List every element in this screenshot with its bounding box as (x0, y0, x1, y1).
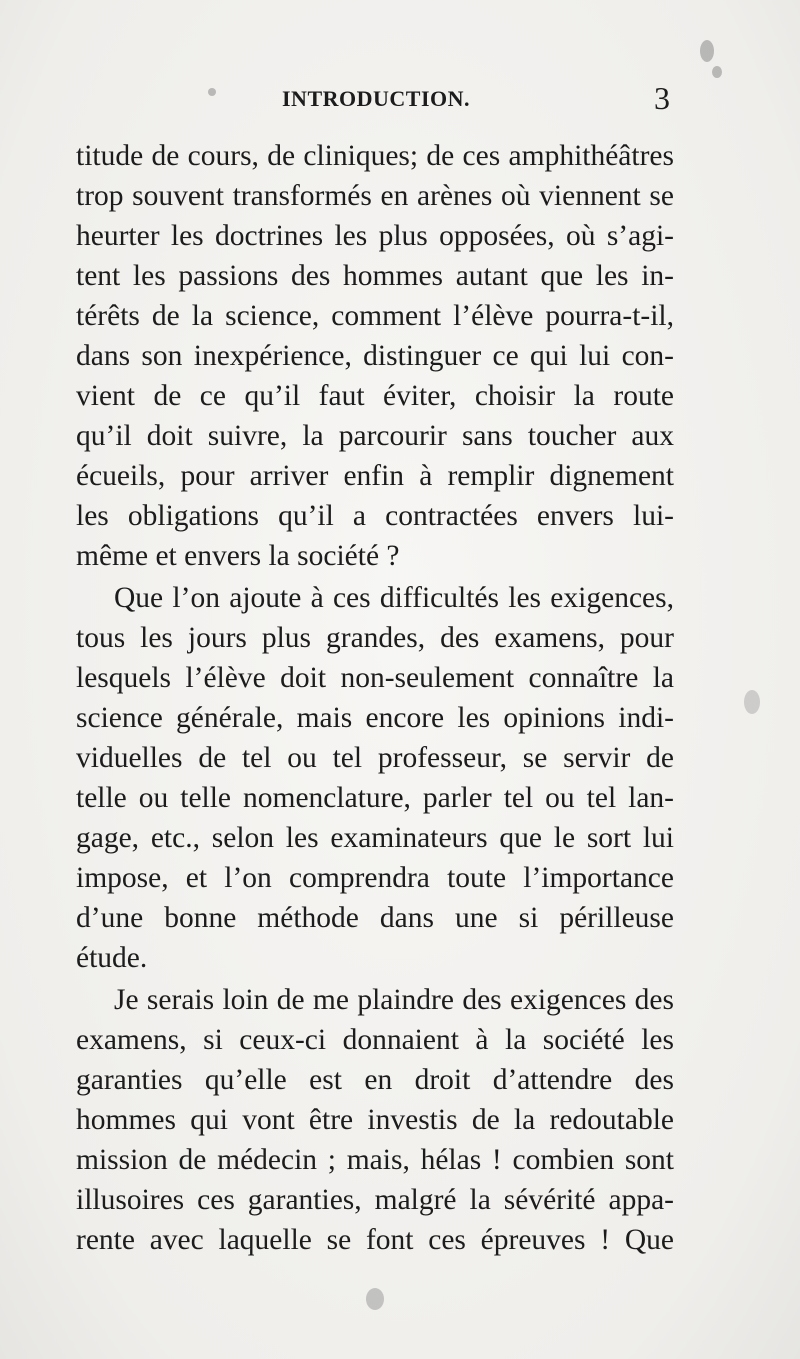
text-line: hommes qui vont être investis de la redoutable (76, 1104, 674, 1136)
ink-speck (744, 690, 760, 714)
text-line: tous les jours plus grandes, des examens, pour (76, 622, 674, 654)
text-line: térêts de la science, comment l’élève pourra-t-il, (76, 300, 674, 332)
text-line: telle ou telle nomenclature, parler tel ou tel lan- (76, 782, 674, 814)
text-line: qu’il doit suivre, la parcourir sans toucher aux (76, 420, 674, 452)
text-line: illusoires ces garanties, malgré la sévérité appa- (76, 1184, 674, 1216)
text-line: impose, et l’on comprendra toute l’importance (76, 862, 674, 894)
text-line: les obligations qu’il a contractées envers lui- (76, 500, 674, 532)
ink-speck (700, 40, 714, 62)
text-line: tent les passions des hommes autant que les in- (76, 260, 674, 292)
text-line: gage, etc., selon les examinateurs que le sort lui (76, 822, 674, 854)
text-line: garanties qu’elle est en droit d’attendre des (76, 1064, 674, 1096)
text-line: titude de cours, de cliniques; de ces amphithéâtres (76, 140, 674, 172)
text-line: examens, si ceux-ci donnaient à la société les (76, 1024, 674, 1056)
text-line: rente avec laquelle se font ces épreuves ! Que (76, 1224, 674, 1256)
text-line: science générale, mais encore les opinions indi- (76, 702, 674, 734)
text-line: Que l’on ajoute à ces difficultés les exigences, (114, 582, 674, 614)
text-line: étude. (76, 942, 148, 974)
running-head: INTRODUCTION. (282, 86, 471, 111)
text-line: vient de ce qu’il faut éviter, choisir la route (76, 380, 674, 412)
page-number: 3 (654, 80, 670, 116)
text-line: dans son inexpérience, distinguer ce qui lui con- (76, 340, 674, 372)
ink-speck (366, 1288, 384, 1310)
text-line: même et envers la société ? (76, 540, 400, 572)
text-line: heurter les doctrines les plus opposées, où s’agi- (76, 220, 674, 252)
text-line: Je serais loin de me plaindre des exigences des (114, 984, 674, 1016)
text-line: viduelles de tel ou tel professeur, se servir de (76, 742, 674, 774)
ink-speck (712, 66, 722, 78)
text-line: trop souvent transformés en arènes où viennent se (76, 180, 674, 212)
text-line: d’une bonne méthode dans une si périlleuse (76, 902, 674, 934)
text-line: lesquels l’élève doit non-seulement connaître la (76, 662, 674, 694)
text-line: écueils, pour arriver enfin à remplir dignement (76, 460, 674, 492)
text-line: mission de médecin ; mais, hélas ! combien sont (76, 1144, 674, 1176)
page-header (76, 80, 674, 120)
